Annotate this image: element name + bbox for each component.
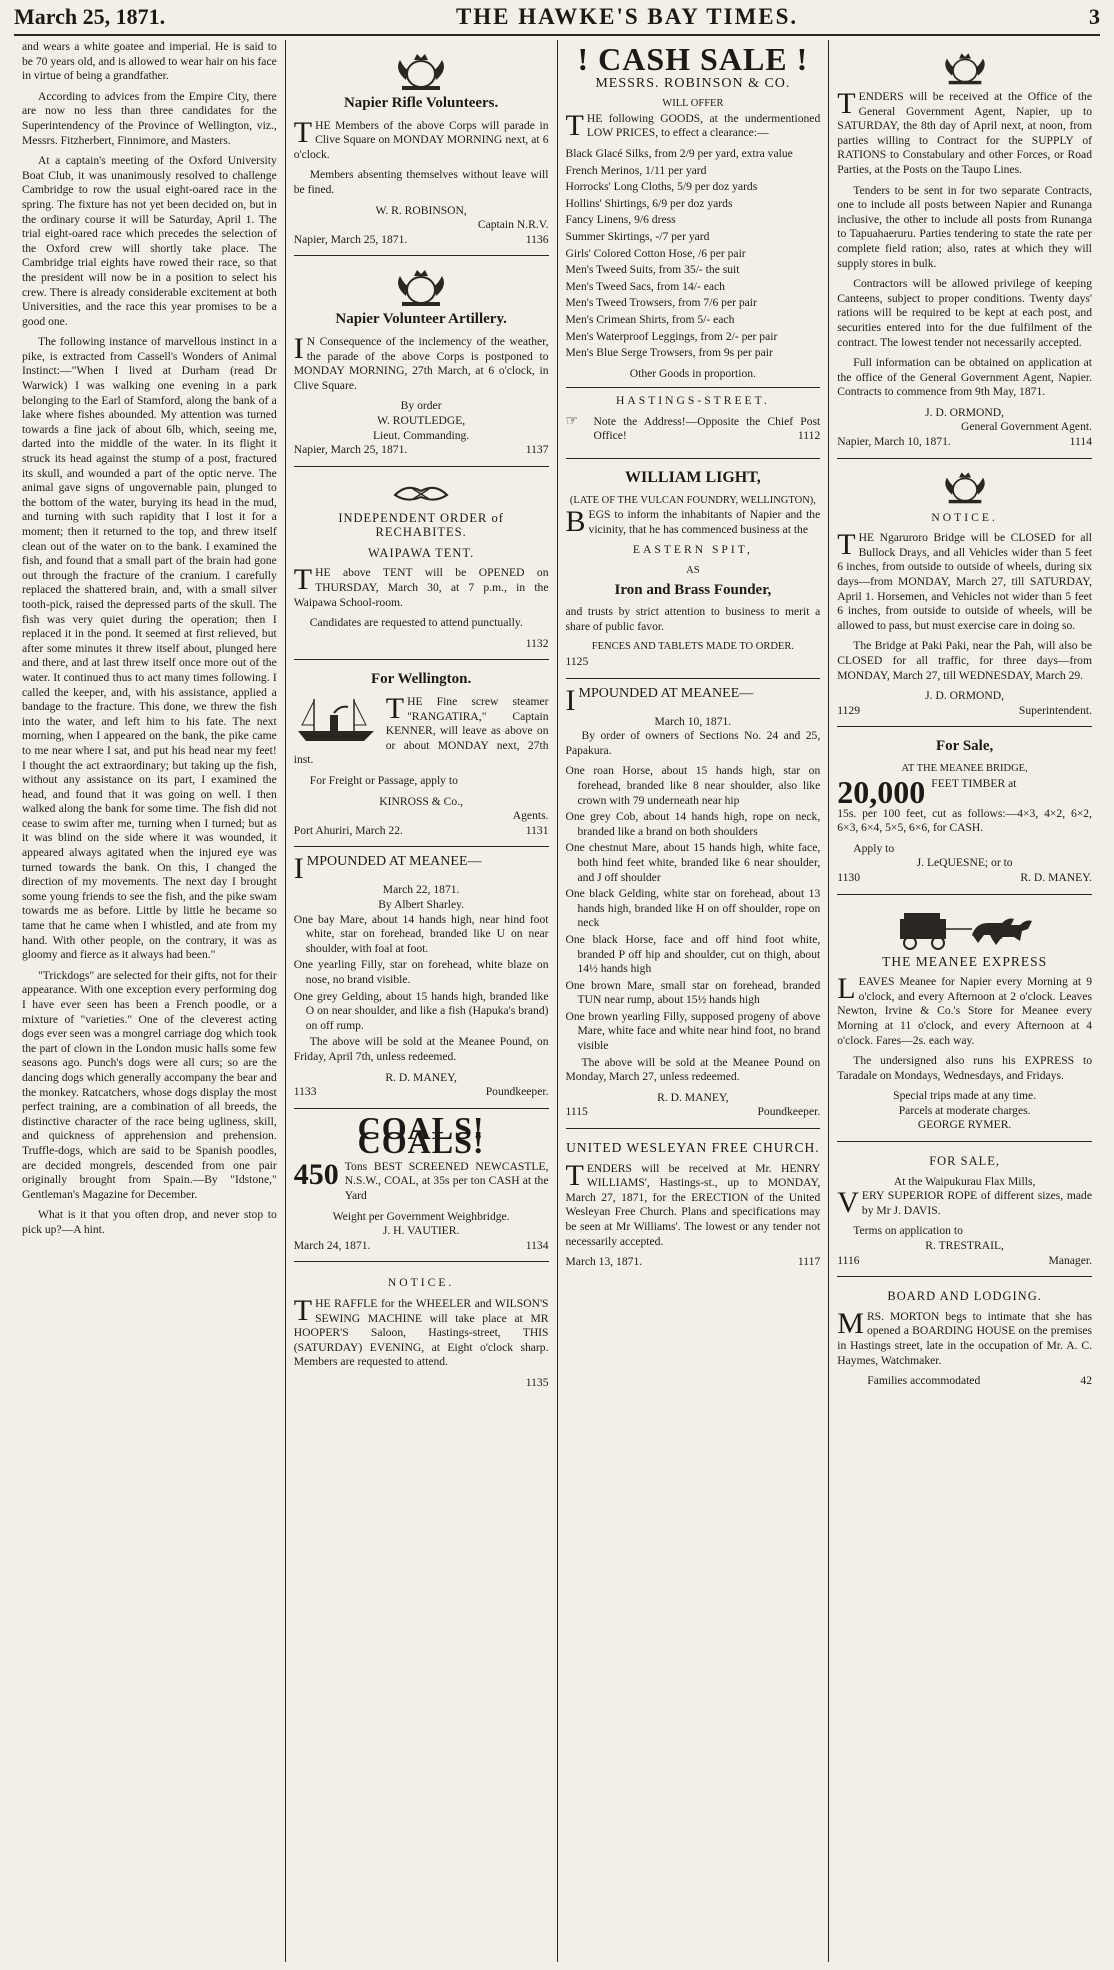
- ad-body: and trusts by strict attention to business to merit a share of public favor.: [565, 605, 821, 633]
- ad-body: Terms on application to: [853, 1224, 963, 1238]
- drop-cap: T: [293, 115, 313, 149]
- drop-cap: T: [837, 528, 856, 562]
- drop-cap: T: [293, 563, 313, 597]
- ad-title: MPOUNDED AT MEANEE—: [306, 854, 482, 870]
- ad-subtitle: AT THE MEANEE BRIDGE,: [901, 762, 1028, 774]
- ad-number: 1136: [525, 232, 549, 246]
- hands-emblem-icon: [391, 477, 451, 507]
- ad-body: N Consequence of the inclemency of the weather, the parade of the above Corps is postponed to MONDAY MORNING, 27th March, at 6 o'clock, in Clive Square.: [293, 334, 549, 392]
- list-item: Men's Tweed Suits, from 35/- the suit: [565, 263, 740, 277]
- royal-crest-icon: [386, 50, 456, 92]
- ad-subtitle: HASTINGS-STREET.: [566, 387, 821, 409]
- drop-cap: T: [293, 1294, 313, 1328]
- timber-amount: 20,000: [837, 773, 926, 810]
- signatory-name: R. D. MANEY,: [385, 1070, 457, 1084]
- pointing-hand-icon: ☞: [565, 413, 579, 429]
- ad-body: ENDERS will be received at Mr. HENRY WILLIAMS', Hastings-st., up to MONDAY, March 27, 1871, for the ERECTION of the United Wesleyan Free Church. Plans and specifications may be seen at Mr Williams'. The lowest or any tender not necessarily accepted.: [565, 1161, 821, 1248]
- ad-subtitle: (LATE OF THE VULCAN FOUNDRY, WELLINGTON),: [569, 494, 816, 506]
- ad-body: HE following GOODS, at the undermentioned LOW PRICES, to effect a clearance:—: [586, 111, 821, 140]
- ad-body: ENDERS will be received at the Office of the General Government Agent, Napier, up to SATURDAY, the 8th day of April next, at noon, from parties willing to Contract for the SUPPLY of RATIONS to Constabulary and other Forces, or Road Parties, at the Posts on the Taupo Lines.: [837, 90, 1092, 176]
- ad-title: For Wellington.: [370, 671, 472, 688]
- list-item: One black Gelding, white star on forehead, about 13 hands high, branded like H on off shoulder, rope on neck: [565, 887, 821, 930]
- ad-volunteer-artillery: [294, 256, 549, 466]
- article-paragraph: The following instance of marvellous instinct in a pike, is extracted from Cassell's Wonders of Animal Instinct:—"When I lived at Durham (read Dr Warwick) I was walking one evening in a park belonging to the Earl of Stamford, along the bank of a lake where fishes abounded. My attention was turned towards a fine jack of about 6lb, which, seeing me, darted into the middle of the water. In its flight it struck its head against the stump of a post, fractured its skull, and wounded a part of the optic nerve. The animal gave signs of ungovernable pain, plunged to the bottom of the water, burying its head in the mud, and turning with such rapidity that I lost it for a moment; then it returned to the top, and threw itself clean out of the water on to the bank. I examined the fish, and found that a small part of the brain had gone out through the fracture of the cranium. I carefully replaced the shattered brain, and, with a small silver tooth-pick, raised the depressed parts of the skull. The fish was very quiet during the operation; then I replaced it in the pond. It seemed at first relieved, but after some minutes it threw itself about, plunged here and there, and at last threw itself once more out of the water. It continued thus to act many times following. I called the keeper, and, with his assistance, applied a bandage to the fracture. This done, we threw the fish into the water, and left him to his fate. The next morning, when I appeared on the bank, the pike came to me near where I sat, and put his head near my feet! I thought the act extraordinary; but taking up the fish, without any assistance on its part, I examined the head, and found that it was going on well. I then walked along the bank for some time. The fish did not cease to swim after me, turning when I turned; but as it was blind on the side where it was wounded, it appeared always agitated when the injured eye was turned towards the bank. On this, I changed the direction of my movements. The next day I brought some young friends to see the fish, and the pike swam towards me as before. Little by little he became so tame that he came when I whistled, and ate from my hand. With other people, on the contrary, it was as gloomy and fierce as it always had been.": [22, 335, 277, 962]
- list-item: One bay Mare, about 14 hands high, near hind foot white, star on forehead, branded like U on near shoulder, with foal at foot.: [293, 912, 549, 955]
- ad-by: By order: [400, 399, 442, 413]
- steamship-icon: [294, 695, 380, 745]
- royal-crest-icon: [935, 50, 995, 86]
- ad-number: 1131: [525, 823, 549, 837]
- ad-date: March 24, 1871.: [293, 1238, 371, 1252]
- ad-title: NOTICE.: [387, 1276, 455, 1290]
- list-item: Horrocks' Long Cloths, 5/9 per doz yards: [565, 180, 758, 194]
- ad-number: 1129: [837, 703, 861, 717]
- ad-for-wellington: [294, 660, 549, 847]
- ad-number: 1134: [525, 1238, 549, 1252]
- ad-william-light: [566, 459, 821, 679]
- ad-number: 1130: [837, 870, 861, 884]
- ad-impounded-meanee-1: [294, 847, 549, 1108]
- drop-cap: I: [293, 852, 304, 886]
- signatory-name: W. R. ROBINSON,: [375, 203, 467, 217]
- ad-title: THE MEANEE EXPRESS: [882, 953, 1048, 969]
- ad-body: Special trips made at any time.: [893, 1089, 1037, 1103]
- ad-body: ERY SUPERIOR ROPE of different sizes, made by Mr J. DAVIS.: [861, 1189, 1092, 1217]
- ad-subtitle: At the Waipukurau Flax Mills,: [893, 1174, 1036, 1188]
- ad-title: For Sale,: [936, 738, 994, 755]
- ad-body: Tenders to be sent in for two separate Contracts, one to include all posts between Napier and Runanga inclusive, the other to include all posts from Runanga to Tapuahaeruru. Parties tendering to state the rate per complete field ration; also, rates at which they will supply stores in bulk.: [837, 183, 1092, 270]
- list-item: Men's Tweed Sacs, from 14/- each: [565, 279, 725, 293]
- drop-cap: I: [293, 331, 304, 365]
- column-4: [828, 40, 1100, 1962]
- ad-body: HE Ngaruroro Bridge will be CLOSED for all Bullock Drays, and all Vehicles wider than 5 feet 6 inches, from outside to outside of wheels, during six days—from MONDAY, March 27, till SATURDAY, April 1. Horsemen, and Vehicles not wider than 5 feet 6 inches, from outside to outside of wheels, will be allowed to pass, but must exercise care in doing so.: [837, 531, 1092, 632]
- signatory-role: General Government Agent.: [960, 420, 1092, 434]
- newspaper-title: THE HAWKE'S BAY TIMES.: [455, 4, 799, 29]
- royal-crest-icon: [386, 266, 456, 308]
- ad-number: 1117: [797, 1255, 821, 1269]
- list-item: One grey Gelding, about 15 hands high, branded like O on near shoulder, and like a fish (Hapuka's brand) on off rump.: [293, 989, 549, 1032]
- ad-body: The undersigned also runs his EXPRESS to Taradale on Mondays, Wednesdays, and Fridays.: [837, 1054, 1092, 1082]
- ad-number: 1137: [525, 443, 549, 457]
- list-item: One brown Mare, small star on forehead, branded TUN near rump, about 15½ hands high: [565, 978, 821, 1007]
- ad-body: Candidates are requested to attend punctually.: [309, 616, 523, 630]
- ad-rifle-volunteers: [294, 40, 549, 256]
- ad-body: FEET TIMBER at: [931, 776, 1017, 790]
- drop-cap: T: [385, 692, 405, 726]
- list-item: Men's Blue Serge Trowsers, from 9s per pair: [565, 346, 773, 360]
- ad-body: Note the Address!—Opposite the Chief Post Office!: [593, 414, 821, 443]
- ad-body: The above will be sold at the Meanee Pound, on Friday, April 7th, unless redeemed.: [293, 1035, 549, 1063]
- ad-raffle-notice: [294, 1262, 549, 1398]
- drop-cap: T: [837, 87, 856, 120]
- signatory-role: Captain N.R.V.: [477, 218, 549, 232]
- list-item: Men's Crimean Shirts, from 5/- each: [565, 312, 735, 326]
- ad-rope-sale: [837, 1142, 1092, 1277]
- ad-title: UNITED WESLEYAN FREE CHURCH.: [566, 1140, 820, 1156]
- ad-title: Napier Volunteer Artillery.: [335, 311, 507, 328]
- ad-date: March 13, 1871.: [565, 1255, 643, 1269]
- ad-body: For Freight or Passage, apply to: [309, 774, 458, 787]
- signatory-name: J. D. ORMOND,: [925, 689, 1005, 703]
- signatory-name: W. ROUTLEDGE,: [377, 413, 466, 427]
- ad-wesleyan-church: [566, 1129, 821, 1278]
- ad-body: The Bridge at Paki Paki, near the Pah, will also be CLOSED for all traffic, for three days—from MONDAY, March 27, till WEDNESDAY, March 29.: [837, 639, 1092, 682]
- ad-body: 15s. per 100 feet, cut as follows:—4×3, 4×2, 6×2, 6×3, 6×4, 5×5, 6×6, for CASH.: [837, 806, 1092, 835]
- ad-date: Port Ahuriri, March 22.: [293, 823, 403, 837]
- ad-date: March 10, 1871.: [654, 714, 732, 728]
- ad-subtitle: WILL OFFER: [662, 98, 724, 110]
- ad-title: BOARD AND LODGING.: [887, 1289, 1042, 1304]
- article-paragraph: "Trickdogs" are selected for their gifts, not for their appearance. With one exception every performing dog I have ever seen has been a French poodle, or a mixture of "varieties." One of the cleverest acting dogs ever seen was a mongrel carriage dog which took the part of clown in the London music halls some few seasons ago. Punch's dogs were all curs; so are the dancing dogs which generally accompany the bear and the monkey. Ratcatchers, whose dogs display the most perfect training, are a combination of all breeds, the distinctive character of the race being ugliness, skill, and quickness of apprehension and prehension. Truffle-dogs, which are said to be Spanish poodles, are decided mongrels, descended from one pair originally brought from Spain.—By "Idstone," Gentleman's Magazine for December.: [22, 968, 277, 1201]
- page-number: 3: [1088, 4, 1100, 29]
- ad-body: Contractors will be allowed privilege of keeping Canteens, subject to proper conditions. Twenty days' rations will be required to be kept at each post, and securities entered into for the due fulfilment of the contract. The lowest tender not necessarily accepted.: [837, 277, 1092, 349]
- ad-body: HE Members of the above Corps will parade in Clive Square on MONDAY MORNING next, at 6 o'clock.: [293, 118, 549, 161]
- ad-body: Families accommodated: [867, 1374, 981, 1388]
- ad-date: Napier, March 25, 1871.: [293, 232, 408, 246]
- ad-body: Parcels at moderate charges.: [898, 1103, 1031, 1117]
- article-paragraph: At a captain's meeting of the Oxford University Boat Club, it was unanimously resolved to challenge Cambridge to row the usual eight-oared race in the spring. The fixture has not yet been decided on, but in the ordinary course it will be Saturday, April 1. The trial eight-oared race which precedes the selection of the Oxford crew will shortly take place. The Cambridge trial eights have rowed their race, so that the president will now be in a position to select his crew. There is already considerable excitement at both Universities, and the race this year promises to be a good one.: [22, 154, 277, 328]
- drop-cap: T: [565, 108, 584, 142]
- list-item: One black Horse, face and off hind foot white, branded P off hip and shoulder, cut on thigh, about 14½ hands high: [565, 932, 821, 976]
- ad-body: EAVES Meanee for Napier every Morning at 9 o'clock, and every Afternoon at 2 o'clock. Leaves Newton, Irvine & Co.'s Store for Meanee every Morning at 11 o'clock, and every Afternoon at 4 o'clock. Fares—2s. each way.: [837, 975, 1092, 1047]
- ad-body: Members absenting themselves without leave will be fined.: [293, 168, 549, 196]
- ad-title: Napier Rifle Volunteers.: [343, 95, 499, 111]
- firm-name: MESSRS. ROBINSON & CO.: [595, 75, 791, 91]
- ad-place: EASTERN SPIT,: [632, 543, 753, 557]
- ad-impounded-meanee-2: [566, 679, 821, 1129]
- ad-number: 1116: [837, 1253, 860, 1267]
- ad-coals: [294, 1109, 549, 1263]
- ad-title: FOR SALE,: [929, 1154, 1001, 1169]
- drop-cap: M: [837, 1306, 864, 1340]
- signatory-role: Poundkeeper.: [485, 1085, 549, 1099]
- drop-cap: V: [837, 1186, 859, 1220]
- article-paragraph: What is it that you often drop, and never stop to pick up?—A hint.: [22, 1208, 277, 1236]
- list-item: One yearling Filly, star on forehead, white blaze on nose, no brand visible.: [293, 958, 549, 986]
- list-item: Hollins' Shirtings, 6/9 per doz yards: [565, 196, 733, 210]
- ad-body: The above will be sold at the Meanee Pound on Monday, March 27, unless redeemed.: [565, 1055, 821, 1084]
- ad-by: By order of owners of Sections No. 24 and 25, Papakura.: [565, 729, 821, 757]
- ad-title: COALS! COALS!: [357, 1109, 485, 1161]
- ad-body: Tons BEST SCREENED NEWCASTLE, N.S.W., COAL, at 35s per ton CASH at the Yard: [344, 1159, 549, 1203]
- ad-by: By Albert Sharley.: [378, 897, 465, 911]
- ad-date: March 22, 1871.: [382, 883, 460, 897]
- ad-date: Napier, March 10, 1871.: [837, 435, 951, 449]
- signatory-name: R. D. MANEY.: [1020, 870, 1092, 884]
- ad-title: MPOUNDED AT MEANEE—: [578, 685, 754, 701]
- royal-crest-icon: [935, 469, 995, 505]
- drop-cap: L: [837, 972, 856, 1006]
- ad-board-and-lodging: [837, 1277, 1092, 1397]
- column-2: [285, 40, 557, 1962]
- masthead: [14, 0, 1100, 36]
- ad-body: Full information can be obtained on application at the office of the General Government Agent, Napier. Contracts to commence from 9th May, 1871.: [837, 356, 1092, 399]
- ad-rations-tender: [837, 40, 1092, 459]
- article-paragraph: According to advices from the Empire City, there are now no less than three candidates for the Superintendency of the Province of Wellington, viz., Messrs. Fitzherbert, Finnimore, and Masters.: [22, 89, 277, 147]
- ad-title: INDEPENDENT ORDER of RECHABITES.: [338, 510, 504, 540]
- column-1: [14, 40, 285, 1962]
- list-item: Fancy Linens, 9/6 dress: [565, 213, 676, 227]
- signatory-role: Manager.: [1048, 1253, 1092, 1267]
- ad-number: 1135: [525, 1376, 549, 1389]
- coal-amount: 450: [293, 1157, 339, 1191]
- ad-body: Other Goods in proportion.: [629, 366, 756, 380]
- article-paragraph: and wears a white goatee and imperial. He is said to be 70 years old, and is allowed to wear hair on his face in virtue of being a grandfather.: [22, 40, 277, 83]
- ad-body: Weight per Government Weighbridge.: [332, 1209, 510, 1223]
- ad-date: Napier, March 25, 1871.: [293, 443, 408, 457]
- signatory-name: R. TRESTRAIL,: [925, 1239, 1004, 1253]
- signatory-role: Superintendent.: [1018, 703, 1092, 717]
- list-item: One roan Horse, about 15 hands high, star on forehead, branded like 8 near shoulder, also like crown with 79 underneath near hip: [565, 764, 821, 807]
- list-item: One brown yearling Filly, supposed progeny of above Mare, white face and white near hind foot, no brand visible: [565, 1009, 821, 1053]
- ad-body: EGS to inform the inhabitants of Napier and the vicinity, that he has commenced business at the: [588, 508, 821, 536]
- signatory-role: Lieut. Commanding.: [372, 428, 470, 442]
- ad-rechabites: [294, 467, 549, 661]
- signatory-name: J. H. VAUTIER.: [382, 1224, 460, 1238]
- ad-body: HE Fine screw steamer "RANGATIRA," Captain KENNER, will leave as above on or about MONDAY next, 27th inst.: [293, 695, 549, 767]
- ad-bridge-notice: [837, 459, 1092, 728]
- issue-date: March 25, 1871.: [14, 4, 166, 29]
- list-item: Men's Waterproof Leggings, from 2/- per pair: [565, 329, 778, 343]
- ad-number: 1115: [565, 1105, 588, 1119]
- signatory-role: Agents.: [512, 809, 549, 823]
- signatory-role: Poundkeeper.: [757, 1105, 821, 1119]
- ad-number: 1125: [565, 655, 589, 668]
- ad-subtitle: WAIPAWA TENT.: [368, 545, 475, 560]
- ad-number: 1133: [293, 1085, 317, 1099]
- ad-as: AS: [686, 565, 700, 577]
- ad-title: ! CASH SALE !: [577, 41, 809, 77]
- ad-trade: Iron and Brass Founder,: [614, 581, 772, 598]
- ad-meanee-express: [837, 895, 1092, 1143]
- ad-title: WILLIAM LIGHT,: [625, 469, 761, 487]
- ad-body: HE above TENT will be OPENED on THURSDAY, March 30, at 7 p.m., in the Waipawa School-room.: [293, 566, 549, 609]
- list-item: Girls' Colored Cotton Hose, /6 per pair: [565, 246, 746, 260]
- ad-body: FENCES AND TABLETS MADE TO ORDER.: [591, 641, 794, 653]
- drop-cap: B: [565, 505, 586, 539]
- list-item: Summer Skirtings, -/7 per yard: [565, 229, 710, 243]
- list-item: Black Glacé Silks, from 2/9 per yard, extra value: [565, 146, 793, 160]
- column-3: [557, 40, 829, 1962]
- ad-body: HE RAFFLE for the WHEELER and WILSON'S SEWING MACHINE will take place at MR HOOPER'S Saloon, Hastings-street, THIS (SATURDAY) EVENING, at Eight o'clock sharp. Members are requested to attend.: [293, 1297, 549, 1369]
- signatory-name: J. LeQUESNE; or to: [916, 856, 1013, 870]
- ad-cash-sale: [566, 40, 821, 459]
- ad-number: 42: [1080, 1374, 1092, 1388]
- coach-and-horses-icon: [890, 905, 1040, 951]
- signatory-name: J. D. ORMOND,: [925, 405, 1005, 419]
- ad-timber-sale: [837, 727, 1092, 894]
- ad-body: RS. MORTON begs to intimate that she has opened a BOARDING HOUSE on the premises in Hastings street, late in the occupation of Mr. A. C. Haymes, Watchmaker.: [837, 1309, 1092, 1367]
- list-item: One chestnut Mare, about 15 hands high, white face, both hind feet white, branded like 6 near shoulder, and J off shoulder: [565, 841, 821, 884]
- ad-title: NOTICE.: [931, 510, 998, 524]
- list-item: French Merinos, 1/11 per yard: [565, 163, 707, 177]
- ad-body: Apply to: [853, 841, 895, 855]
- drop-cap: T: [565, 1158, 584, 1192]
- drop-cap: I: [565, 683, 576, 717]
- ad-number: 1112: [797, 429, 821, 443]
- signatory-name: GEORGE RYMER.: [917, 1118, 1012, 1132]
- list-item: Men's Tweed Trowsers, from 7/6 per pair: [565, 296, 757, 310]
- list-item: One grey Cob, about 14 hands high, rope on neck, branded like a brand on both shoulders: [565, 810, 821, 838]
- signatory-name: R. D. MANEY,: [657, 1090, 729, 1104]
- ad-number: 1114: [1069, 435, 1092, 449]
- ad-number: 1132: [525, 636, 549, 650]
- signatory-name: KINROSS & Co.,: [379, 794, 463, 808]
- columns: [14, 40, 1100, 1962]
